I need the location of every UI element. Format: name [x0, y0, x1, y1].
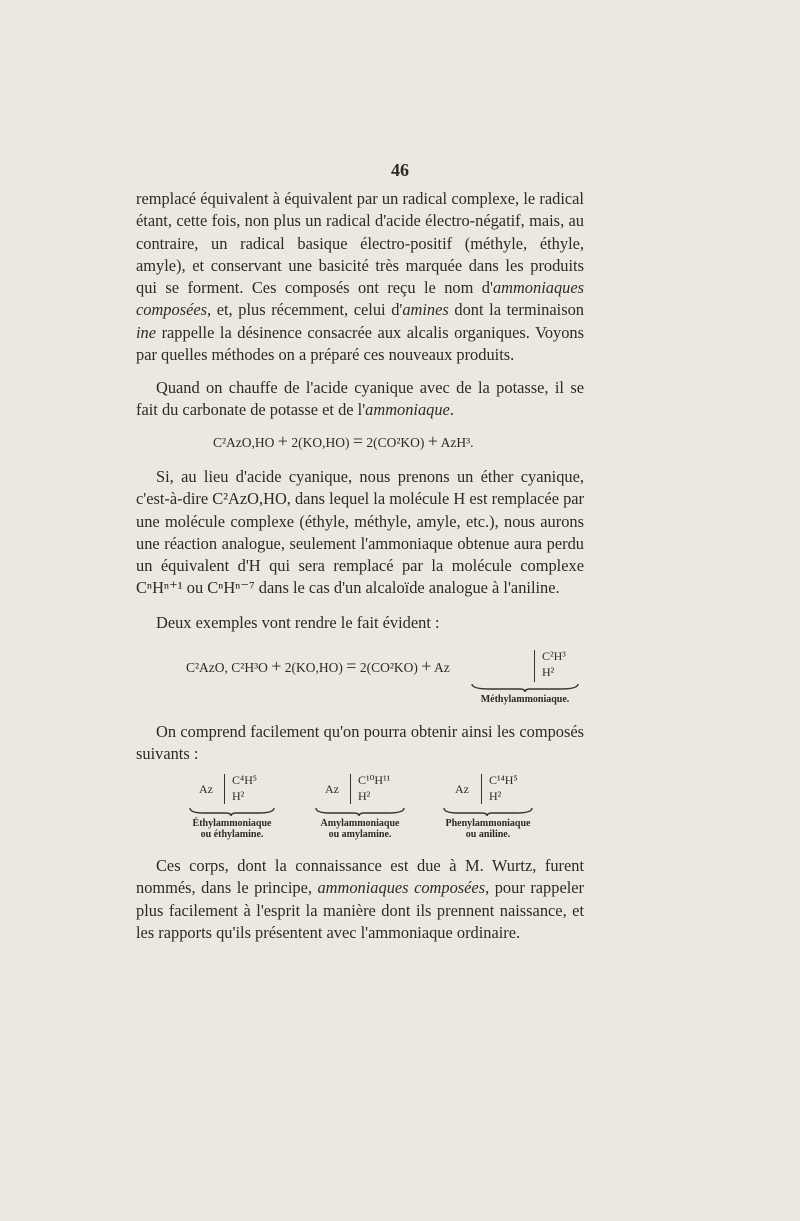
- paragraph-2: Quand on chauffe de l'acide cyanique avec de la potasse, il se fait du carbonate de potasse et de l'ammoniaque.: [136, 378, 584, 420]
- methyl-label: Méthylammoniaque.: [480, 694, 570, 705]
- formula-bar: [224, 774, 225, 804]
- methyl-formula: C²H³ H²: [542, 649, 566, 679]
- formula-bar: [481, 774, 482, 804]
- compound-label: Éthylammoniaque ou éthylamine.: [192, 818, 272, 840]
- underbrace: [314, 806, 406, 816]
- paragraph-6: Ces corps, dont la connaissance est due à M. Wurtz, furent nommés, dans le principe, ammoniaques composées, pour rappeler plus facilement à l'esprit la manière dont ils prennent naissance, et les rapports qu'ils présentent avec l'ammoniaque ordinaire.: [136, 856, 585, 942]
- underbrace: [470, 682, 580, 692]
- page-number: 46: [391, 160, 409, 180]
- compound-az: Az: [325, 782, 339, 796]
- compound-az: Az: [455, 782, 469, 796]
- underbrace: [442, 806, 534, 816]
- formula-bar: [534, 650, 535, 682]
- compound-az: Az: [199, 782, 213, 796]
- compound-label: Phenylammoniaque ou aniline.: [445, 818, 531, 840]
- formula-bar: [350, 774, 351, 804]
- paragraph-4: Deux exemples vont rendre le fait évident :: [156, 613, 440, 632]
- equation-1: C²AzO,HO + 2(KO,HO) = 2(CO²KO) + AzH³.: [213, 431, 474, 451]
- equation-2: C²AzO, C²H³O + 2(KO,HO) = 2(CO²KO) + Az: [186, 656, 450, 676]
- phenyl-formula: C¹⁴H⁵ H²: [489, 773, 518, 803]
- paragraph-3: Si, au lieu d'acide cyanique, nous prenons un éther cyanique, c'est-à-dire C²AzO,HO, dans lequel la molécule H est remplacée par une molécule complexe (éthyle, méthyle, amyle, etc.), nous aurons une réaction analogue, seulement l'ammoniaque obtenue aura perdu un équivalent d'H qui sera remplacé par la molécule complexe CⁿHⁿ⁺¹ ou CⁿHⁿ⁻⁷ dans le cas d'un alcaloïde analogue à l'aniline.: [136, 467, 584, 598]
- underbrace: [188, 806, 276, 816]
- amyl-formula: C¹⁰H¹¹ H²: [358, 773, 391, 803]
- paragraph-5: On comprend facilement qu'on pourra obtenir ainsi les composés suivants :: [136, 722, 584, 764]
- paragraph-1: remplacé équivalent à équivalent par un radical complexe, le radical étant, cette fois, non plus un radical d'acide électro-négatif, mais, au contraire, un radical basique électro-positif (méthyle, éthyle, amyle), et conservant une basicité très marquée dans les produits qui se forment. Ces composés ont reçu le nom d'ammoniaques composées, et, plus récemment, celui d'amines dont la terminaison ine rappelle la désinence consacrée aux alcalis organiques. Voyons par quelles méthodes on a préparé ces nouveaux produits.: [136, 189, 584, 365]
- compound-label: Amylammoniaque ou amylamine.: [320, 818, 400, 840]
- ethyl-formula: C⁴H⁵ H²: [232, 773, 258, 803]
